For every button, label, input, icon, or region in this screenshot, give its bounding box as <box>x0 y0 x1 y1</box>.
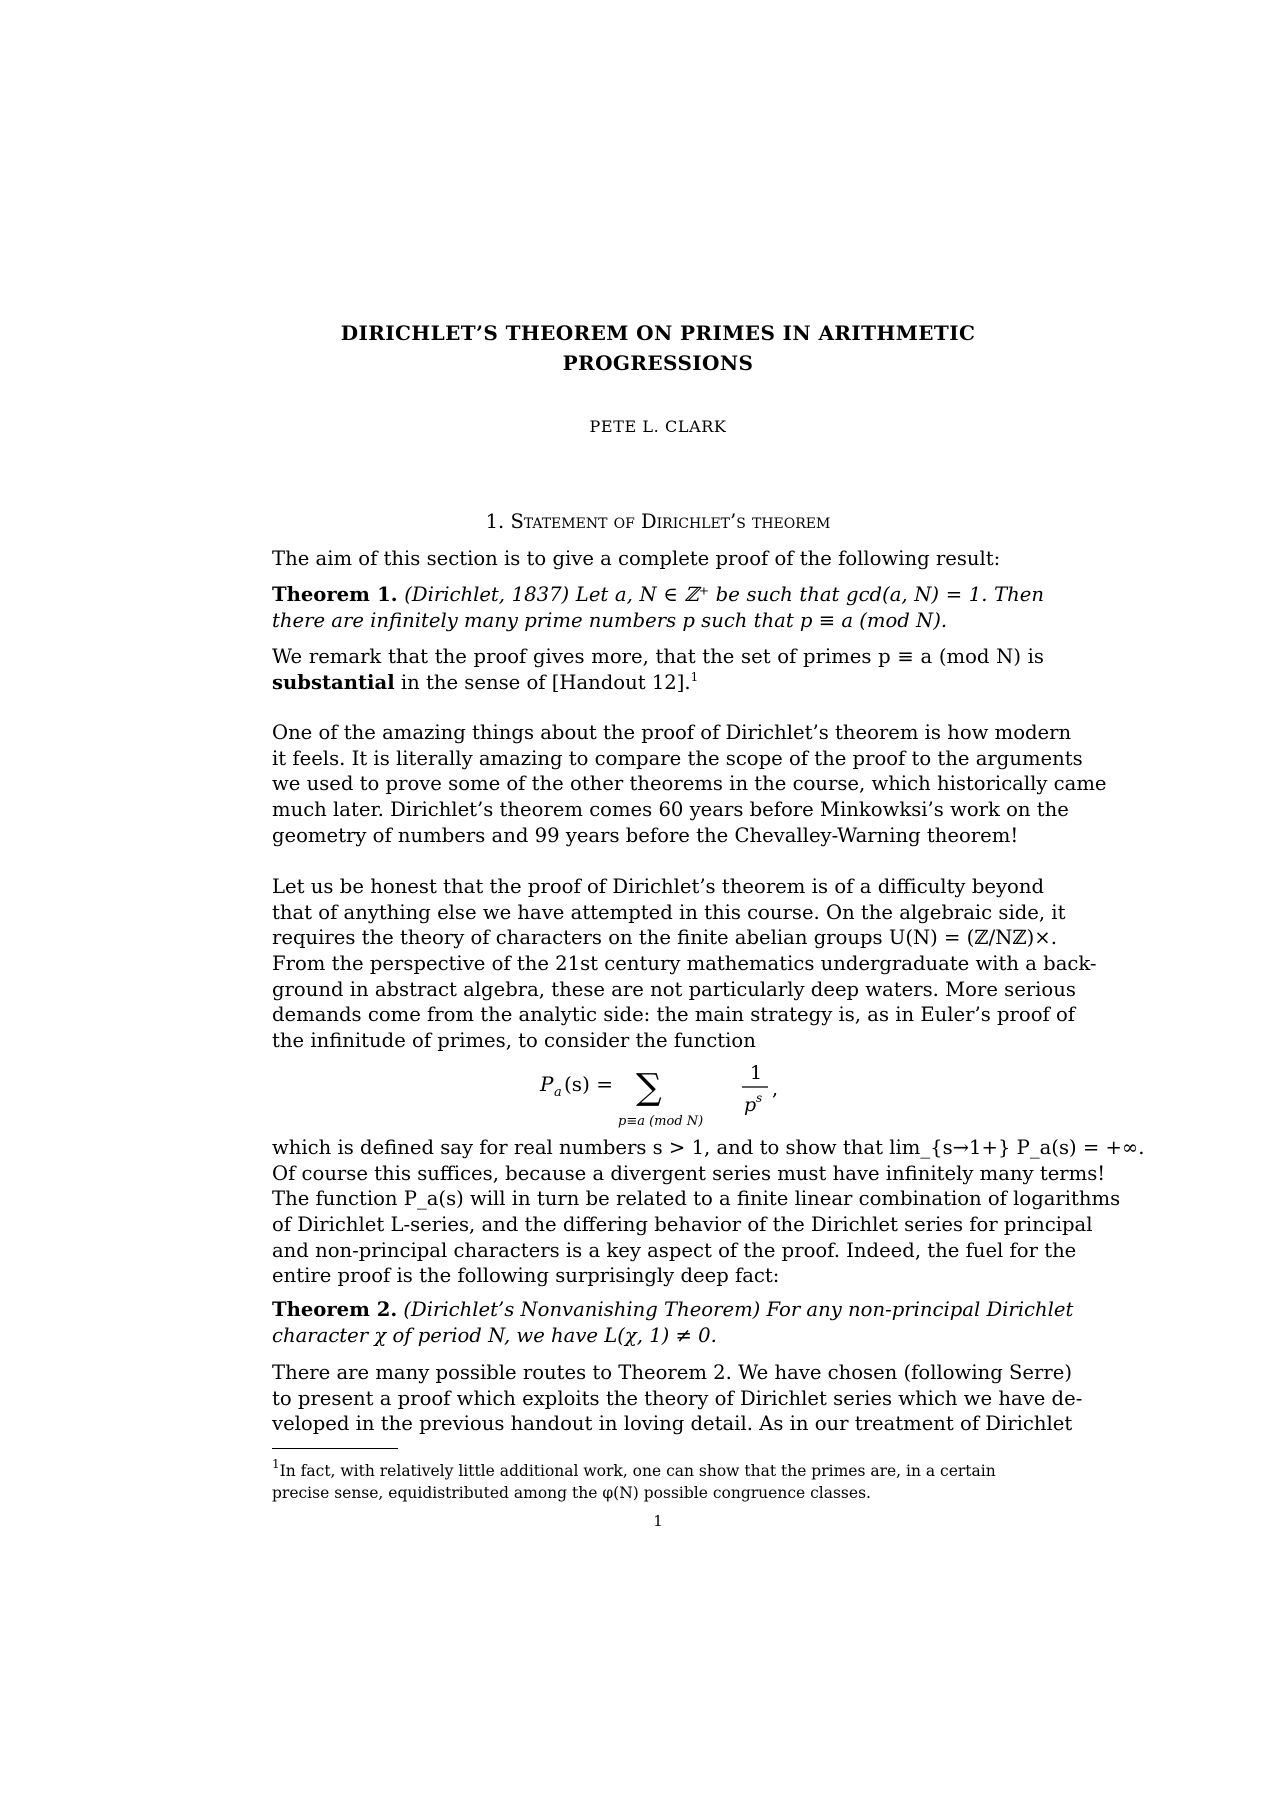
formula-sum-index: p≡a (mod N) <box>618 1114 704 1129</box>
defined-line-2: Of course this suffices, because a divergent series must have infinitely many terms! <box>272 1161 1106 1185</box>
formula-lhs-sub: a <box>554 1085 562 1100</box>
honest-line-5: ground in abstract algebra, these are not particularly deep waters. More serious <box>272 977 1076 1001</box>
page-number: 1 <box>653 1512 663 1530</box>
footnote-line-1 <box>272 1457 1044 1482</box>
defined-line-1: which is defined say for real numbers s > 1, and to show that lim_{s→1+} P_a(s) = +∞. <box>272 1136 1145 1159</box>
remark-line-2-rest: in the sense of [Handout 12]. <box>394 670 691 694</box>
footnote-number: 1 <box>272 1457 280 1471</box>
footnote-mark: 1 <box>690 669 699 684</box>
routes-line-2: to present a proof which exploits the theory of Dirichlet series which we have de- <box>272 1386 1083 1410</box>
remark-line-1: We remark that the proof gives more, that the set of primes p ≡ a (mod N) is <box>272 645 1044 668</box>
intro-paragraph <box>272 546 1044 572</box>
theorem-1 <box>272 582 1044 633</box>
defined-paragraph <box>272 1135 1145 1289</box>
footnote-line-2: precise sense, equidistributed among the φ(N) possible congruence classes. <box>272 1484 871 1502</box>
footnote <box>272 1457 1044 1504</box>
theorem-2-line-2: character χ of period N, we have L(χ, 1) ≠ 0. <box>272 1323 717 1347</box>
formula-numerator: 1 <box>750 1062 763 1084</box>
remark-bold-term: substantial <box>272 670 395 694</box>
footnote-text-1: In fact, with relatively little additional work, one can show that the primes are, in a certain <box>279 1462 996 1480</box>
honest-paragraph <box>272 874 1097 1054</box>
display-formula <box>540 1063 840 1143</box>
defined-line-3: The function P_a(s) will in turn be related to a finite linear combination of logarithms <box>272 1187 1121 1211</box>
formula-denominator-exponent: s <box>756 1091 763 1105</box>
theorem-2-label: Theorem 2. <box>272 1298 398 1321</box>
remark-paragraph <box>272 644 1044 695</box>
theorem-2-text-1: (Dirichlet’s Nonvanishing Theorem) For any non-principal Dirichlet <box>403 1298 1074 1321</box>
theorem-2-line-1 <box>272 1297 1074 1323</box>
formula-denominator: p <box>744 1094 757 1116</box>
routes-line-1: There are many possible routes to Theorem 2. We have chosen (following Serre) <box>272 1361 1072 1384</box>
theorem-1-text-1: (Dirichlet, 1837) Let a, N ∈ ℤ⁺ be such that gcd(a, N) = 1. Then <box>404 583 1044 606</box>
formula-sum-sign: ∑ <box>636 1067 662 1108</box>
theorem-2 <box>272 1297 1074 1348</box>
honest-line-4: From the perspective of the 21st century mathematics undergraduate with a back- <box>272 952 1097 976</box>
formula-lhs-arg: (s) = <box>564 1072 613 1096</box>
theorem-1-line-2: there are infinitely many prime numbers p such that p ≡ a (mod N). <box>272 608 948 632</box>
author-name: PETE L. CLARK <box>589 417 727 436</box>
theorem-1-label: Theorem 1. <box>272 583 398 606</box>
routes-line-3: veloped in the previous handout in loving detail. As in our treatment of Dirichlet <box>272 1412 1073 1436</box>
section-heading: 1. Statement of Dirichlet’s theorem <box>485 510 831 533</box>
modern-paragraph <box>272 720 1107 848</box>
routes-paragraph <box>272 1360 1083 1437</box>
intro-line: The aim of this section is to give a complete proof of the following result: <box>272 547 1001 570</box>
modern-line-5: geometry of numbers and 99 years before the Chevalley-Warning theorem! <box>272 823 1019 847</box>
remark-line-2 <box>272 670 1044 696</box>
honest-line-6: demands come from the analytic side: the main strategy is, as in Euler’s proof of <box>272 1003 1076 1027</box>
honest-line-7: the infinitude of primes, to consider the function <box>272 1029 756 1053</box>
formula-comma: , <box>772 1078 779 1100</box>
defined-line-4: of Dirichlet L-series, and the differing behavior of the Dirichlet series for principal <box>272 1213 1093 1237</box>
title-line-2: PROGRESSIONS <box>562 351 754 375</box>
theorem-1-line-1 <box>272 582 1044 608</box>
defined-line-5: and non-principal characters is a key aspect of the proof. Indeed, the fuel for the <box>272 1238 1077 1262</box>
paper-title <box>272 318 1044 378</box>
honest-line-1: Let us be honest that the proof of Dirichlet’s theorem is of a difficulty beyond <box>272 875 1044 898</box>
formula-lhs: P <box>540 1072 554 1096</box>
honest-line-2: that of anything else we have attempted in this course. On the algebraic side, it <box>272 900 1066 924</box>
modern-line-2: it feels. It is literally amazing to compare the scope of the proof to the arguments <box>272 746 1083 770</box>
honest-line-3: requires the theory of characters on the finite abelian groups U(N) = (ℤ/Nℤ)×. <box>272 926 1057 950</box>
footnote-rule <box>272 1448 398 1449</box>
defined-line-6: entire proof is the following surprisingly deep fact: <box>272 1264 780 1288</box>
modern-line-4: much later. Dirichlet’s theorem comes 60 years before Minkowksi’s work on the <box>272 798 1069 822</box>
title-line-1: DIRICHLET’S THEOREM ON PRIMES IN ARITHMETIC <box>340 321 976 345</box>
modern-line-1: One of the amazing things about the proof of Dirichlet’s theorem is how modern <box>272 721 1072 744</box>
modern-line-3: we used to prove some of the other theorems in the course, which historically came <box>272 772 1107 796</box>
